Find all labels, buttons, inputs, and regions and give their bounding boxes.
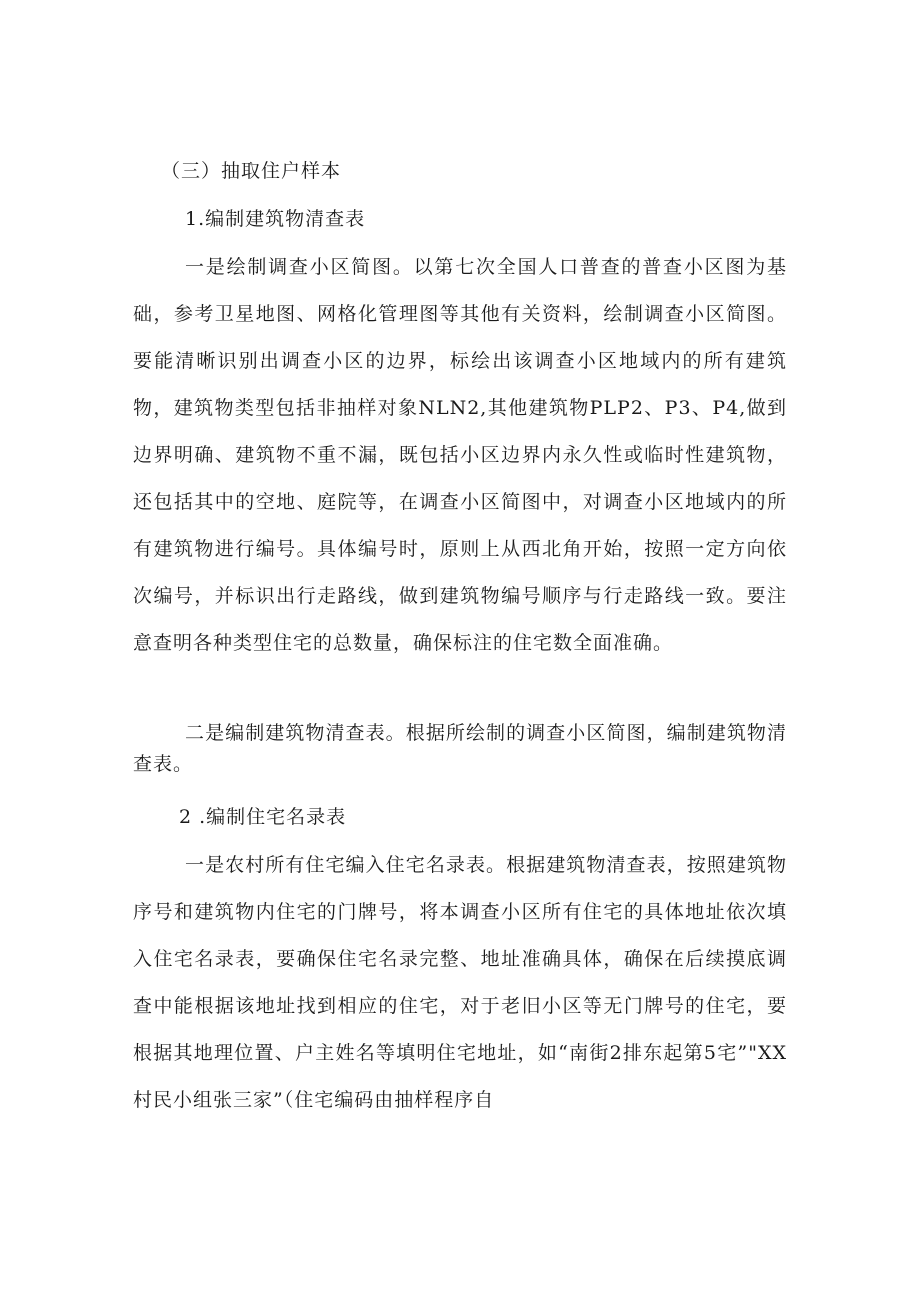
paragraph-building-list: 二是编制建筑物清查表。根据所绘制的调查小区简图，编制建筑物清查表。 [133,722,787,775]
paragraph-residence-list: 一是农村所有住宅编入住宅名录表。根据建筑物清查表，按照建筑物序号和建筑物内住宅的门牌号，将本调查小区所有住宅的具体地址依次填入住宅名录表，要确保住宅名录完整、地址准确具体，确保在后续摸底调查中能根据该地址找到相应的住宅，对于老旧小区等无门牌号的住宅，要根据其地理位置、户主姓名等填明住宅地址，如“南街2排东起第5宅”"XX村民小组张三家”（住宅编码由抽样程序自 [133,854,787,1111]
section-heading: （三）抽取住户样本 [161,160,342,182]
subsection-heading-2: 2 .编制住宅名录表 [179,806,347,828]
subsection-heading-1: 1.编制建筑物清查表 [185,208,366,230]
paragraph-draw-map: 一是绘制调查小区简图。以第七次全国人口普查的普查小区图为基础，参考卫星地图、网格化管理图等其他有关资料，绘制调查小区简图。要能清晰识别出调查小区的边界，标绘出该调查小区地域内的所有建筑物，建筑物类型包括非抽样对象NLN2,其他建筑物PLP2、P3、P4,做到边界明确、建筑物不重不漏，既包括小区边界内永久性或临时性建筑物，还包括其中的空地、庭院等，在调查小区简图中，对调查小区地域内的所有建筑物进行编号。具体编号时，原则上从西北角开始，按照一定方向依次编号，并标识出行走路线，做到建筑物编号顺序与行走路线一致。要注意查明各种类型住宅的总数量，确保标注的住宅数全面准确。 [133,256,787,654]
